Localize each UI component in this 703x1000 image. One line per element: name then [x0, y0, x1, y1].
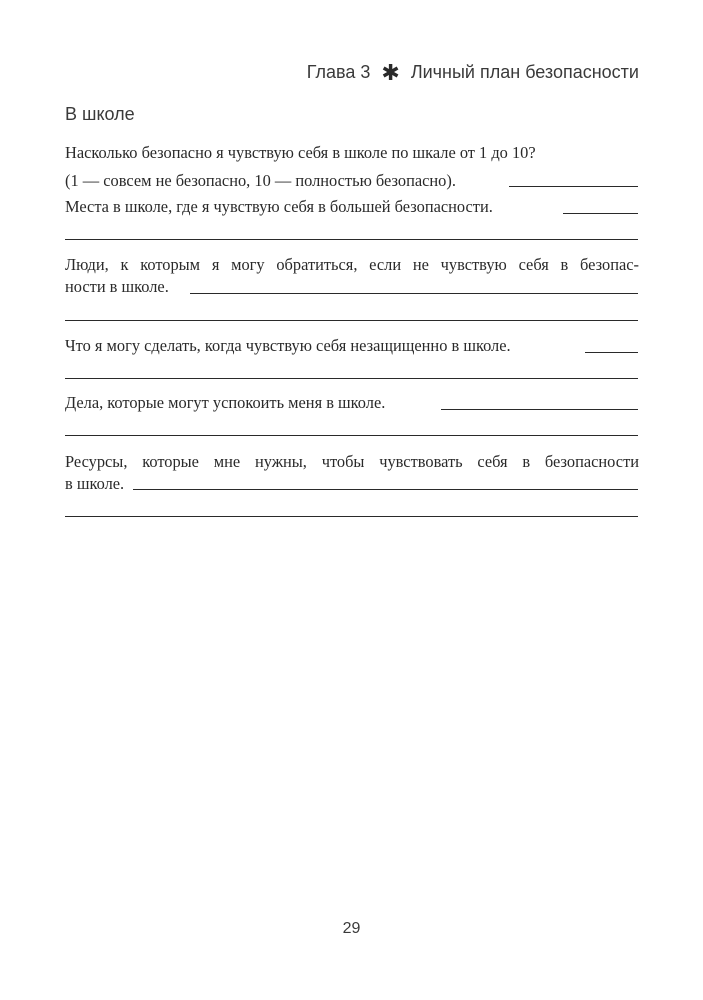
section-title: В школе [65, 104, 135, 124]
question-1-line-2: (1 — совсем не безопасно, 10 — полностью безопасно). [65, 171, 456, 190]
chapter-label: Глава 3 [306, 62, 371, 82]
answer-line-2b[interactable] [65, 239, 638, 240]
answer-line-6a[interactable] [133, 489, 638, 490]
question-6-line-1: Ресурсы, которые мне нужны, чтобы чувствовать себя в безопасности [65, 452, 639, 471]
question-3-line-1: Люди, к которым я могу обратиться, если не чувствую себя в безопас- [65, 255, 639, 274]
question-6-line-2: в школе. [65, 474, 125, 493]
question-2-line-1: Места в школе, где я чувствую себя в большей безопасности. [65, 197, 493, 216]
chapter-title: Личный план безопасности [410, 62, 639, 82]
answer-line-1[interactable] [509, 186, 638, 187]
answer-line-5b[interactable] [65, 435, 638, 436]
answer-line-5a[interactable] [441, 409, 638, 410]
answer-line-4a[interactable] [585, 352, 638, 353]
question-4-line-1: Что я могу сделать, когда чувствую себя незащищенно в школе. [65, 336, 511, 355]
asterisk-icon: ✱ [381, 60, 400, 85]
answer-line-3a[interactable] [190, 293, 638, 294]
question-1-line-1: Насколько безопасно я чувствую себя в школе по шкале от 1 до 10? [65, 143, 536, 162]
answer-line-2a[interactable] [563, 213, 638, 214]
question-3-line-2: ности в школе. [65, 277, 169, 296]
running-header [307, 60, 639, 86]
answer-line-4b[interactable] [65, 378, 638, 379]
answer-line-3b[interactable] [65, 320, 638, 321]
page-number: 29 [342, 920, 361, 937]
answer-line-6b[interactable] [65, 516, 638, 517]
question-5-line-1: Дела, которые могут успокоить меня в школе. [65, 393, 386, 412]
